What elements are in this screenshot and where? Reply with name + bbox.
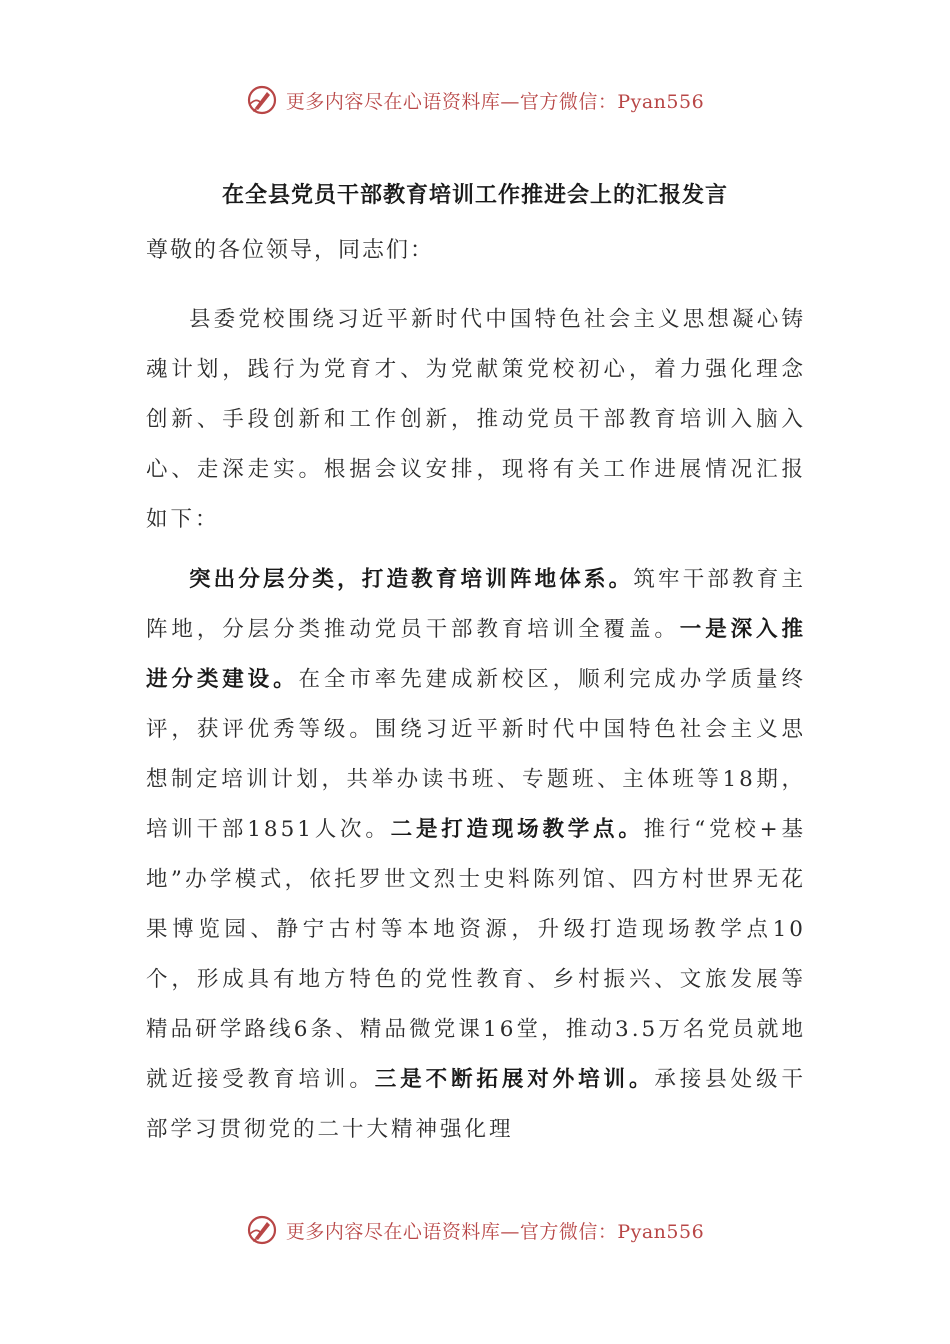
section-1-lead: 筑牢干部教育主阵地，分层分类推动党员干部教育培训全覆盖。 xyxy=(146,567,806,642)
point-3-text: 承接县处级干部学习贯彻党的二十大精神强化理 xyxy=(146,1067,806,1142)
point-2-title: 二是打造现场教学点。 xyxy=(390,817,644,842)
quill-pen-logo-icon xyxy=(246,84,278,116)
point-1-text: 在全市率先建成新校区，顺利完成办学质量终评，获评优秀等级。围绕习近平新时代中国特色社会主义思想制定培训计划，共举办读书班、专题班、主体班等18期，培训干部1851人次。 xyxy=(146,667,806,842)
quill-pen-logo-icon xyxy=(246,1214,278,1246)
watermark-text: 更多内容尽在心语资料库—官方微信：Pyan556 xyxy=(285,90,705,113)
salutation: 尊敬的各位领导，同志们： xyxy=(146,238,435,263)
header-watermark-banner xyxy=(0,80,950,120)
footer-watermark-banner xyxy=(0,1210,950,1250)
watermark-text: 更多内容尽在心语资料库—官方微信：Pyan556 xyxy=(285,1220,705,1243)
section-1-paragraph xyxy=(146,555,806,1155)
point-2-text: 推行“党校+基地”办学模式，依托罗世文烈士史料陈列馆、四方村世界无花果博览园、静宁古村等本地资源，升级打造现场教学点10个，形成具有地方特色的党性教育、乡村振兴、文旅发展等精品研学路线6条、精品微党课16堂，推动3.5万名党员就地就近接受教育培训。 xyxy=(146,817,806,1092)
intro-paragraph: 县委党校围绕习近平新时代中国特色社会主义思想凝心铸魂计划，践行为党育才、为党献策党校初心，着力强化理念创新、手段创新和工作创新，推动党员干部教育培训入脑入心、走深走实。根据会议安排，现将有关工作进展情况汇报如下： xyxy=(146,307,806,532)
document-title: 在全县党员干部教育培训工作推进会上的汇报发言 xyxy=(221,183,728,208)
section-1-heading: 突出分层分类，打造教育培训阵地体系。 xyxy=(189,567,634,592)
point-3-title: 三是不断拓展对外培训。 xyxy=(374,1067,655,1092)
point-1-title: 一是深入推进分类建设。 xyxy=(146,617,806,692)
